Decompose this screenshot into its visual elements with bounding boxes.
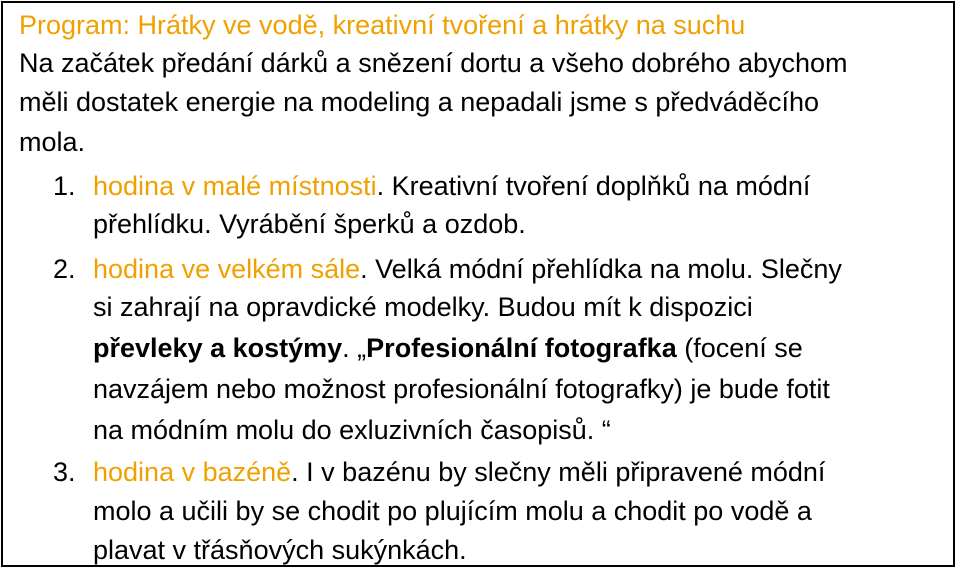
photographer-text: Profesionální fotografka xyxy=(366,333,677,363)
intro-line-3: mola. xyxy=(19,127,86,157)
item-1-line-1-text: . Kreativní tvoření doplňků na módní xyxy=(376,171,811,201)
item-2-line-3-rest: (focení se xyxy=(676,333,803,363)
item-2-line-3-mid: . „ xyxy=(342,333,367,363)
item-2-line-1-text: . Velká módní přehlídka na molu. Slečny xyxy=(360,254,842,284)
item-3-line-1 xyxy=(93,454,825,490)
item-2-line-4: navzájem nebo možnost profesionální fotografky) je bude fotit xyxy=(93,374,830,404)
item-1-heading: hodina v malé místnosti xyxy=(93,171,377,201)
item-3-number: 3. xyxy=(53,457,76,487)
item-1-number: 1. xyxy=(53,171,76,201)
item-2-line-1 xyxy=(93,251,842,287)
intro-line-1: Na začátek předání dárků a snězení dortu a všeho dobrého abychom xyxy=(19,48,848,78)
item-2-line-5: na módním molu do exluzivních časopisů. “ xyxy=(93,415,611,445)
item-2-heading: hodina ve velkém sále xyxy=(93,254,361,284)
costumes-text: převleky a kostýmy xyxy=(93,333,343,363)
item-2-line-2: si zahrají na opravdické modelky. Budou mít k dispozici xyxy=(93,292,753,322)
item-3-heading: hodina v bazéně xyxy=(93,457,292,487)
program-title: Program: Hrátky ve vodě, kreativní tvoření a hrátky na suchu xyxy=(19,10,746,40)
item-3-line-3: plavat v třásňových sukýnkách. xyxy=(93,535,467,565)
item-1-line-1 xyxy=(93,168,810,204)
item-3-line-1-text: . I v bazénu by slečny měli připravené módní xyxy=(291,457,826,487)
intro-line-2: měli dostatek energie na modeling a nepadali jsme s předváděcího xyxy=(19,87,819,117)
item-2-number: 2. xyxy=(53,254,76,284)
program-frame xyxy=(1,1,955,567)
item-1-line-2: přehlídku. Vyrábění šperků a ozdob. xyxy=(93,209,526,239)
item-3-line-2: molo a učili by se chodit po plujícím molu a chodit po vodě a xyxy=(93,496,812,526)
item-2-line-3 xyxy=(93,330,803,366)
